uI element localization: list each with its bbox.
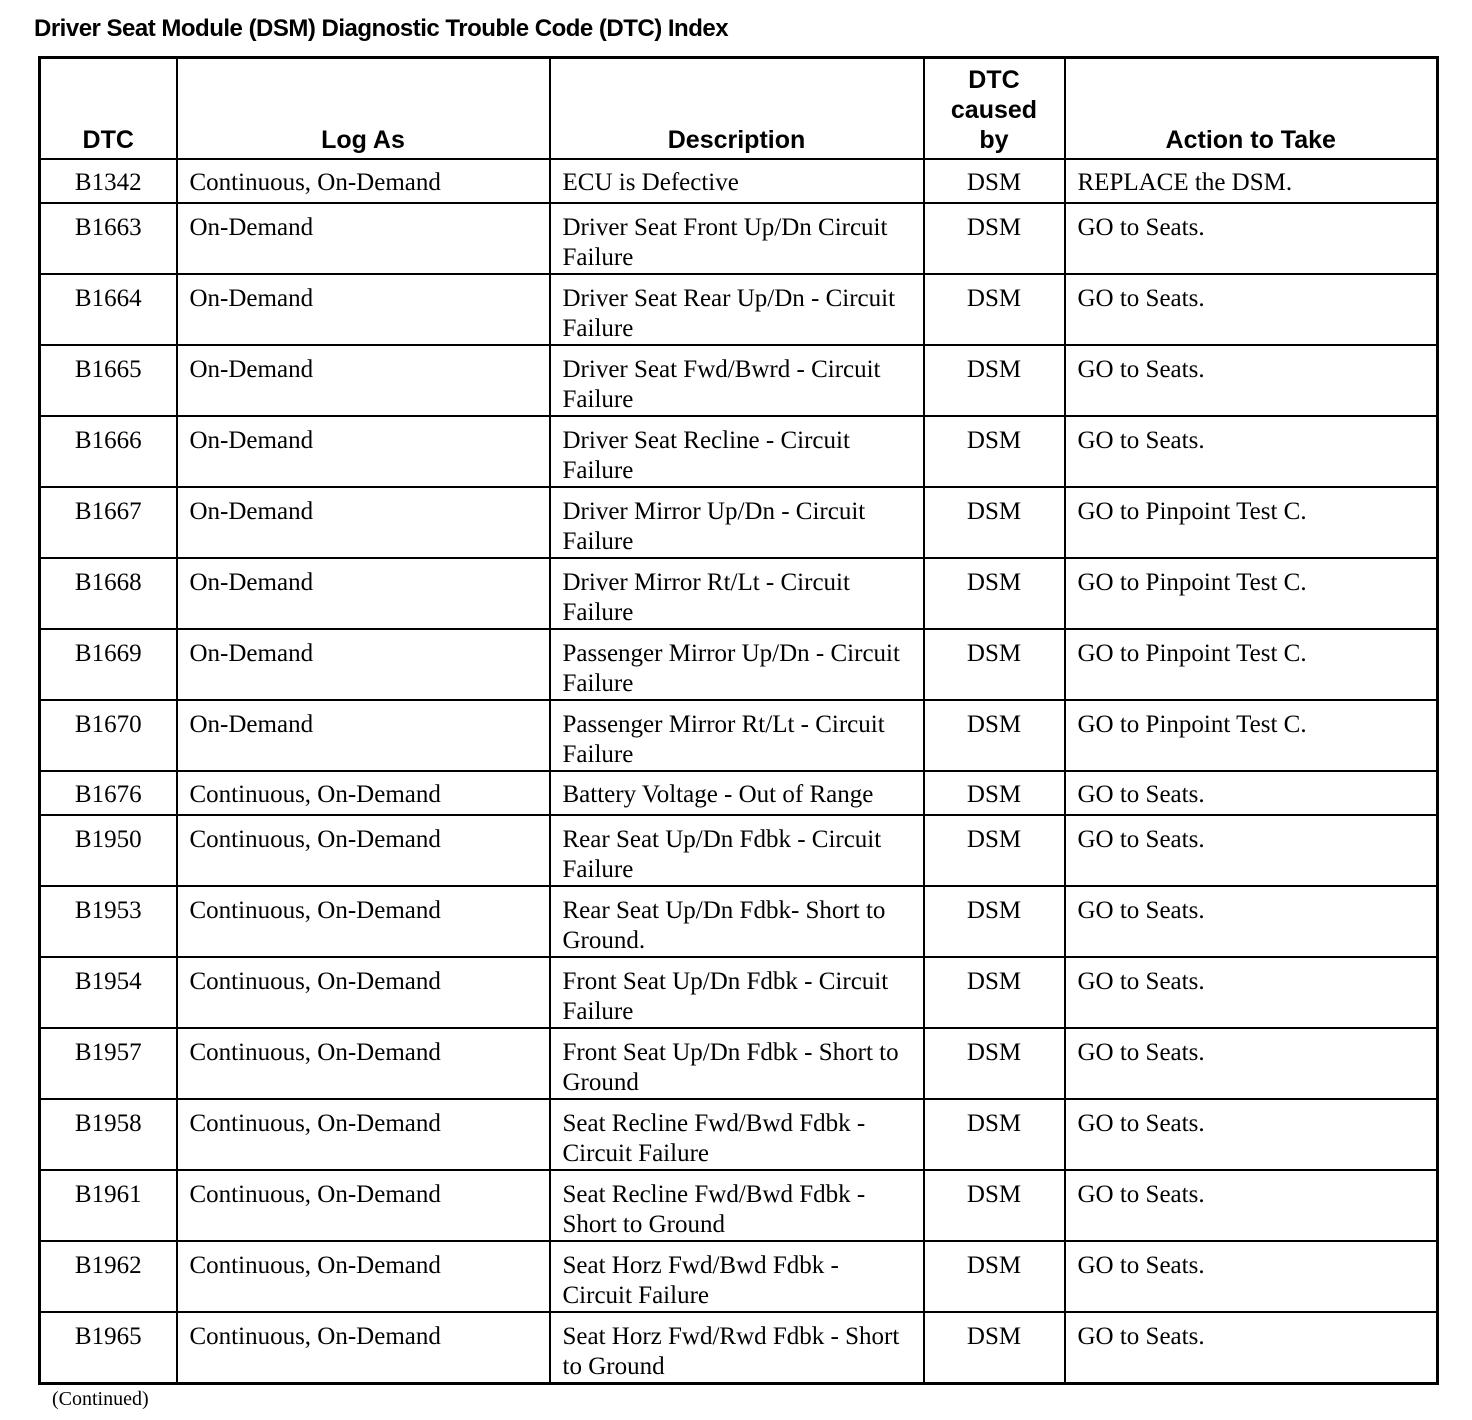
description: Driver Mirror Rt/Lt - Circuit Failure xyxy=(550,558,924,629)
log-as: Continuous, On-Demand xyxy=(177,771,550,815)
dtc-code: B1962 xyxy=(40,1241,177,1312)
action-to-take: GO to Pinpoint Test C. xyxy=(1065,487,1438,558)
log-as: Continuous, On-Demand xyxy=(177,1170,550,1241)
action-to-take: REPLACE the DSM. xyxy=(1065,159,1438,203)
log-as: Continuous, On-Demand xyxy=(177,159,550,203)
dtc-code: B1670 xyxy=(40,700,177,771)
caused-by: DSM xyxy=(924,886,1065,957)
dtc-code: B1666 xyxy=(40,416,177,487)
description: Front Seat Up/Dn Fdbk - Circuit Failure xyxy=(550,957,924,1028)
dtc-code: B1961 xyxy=(40,1170,177,1241)
table-row xyxy=(40,203,1438,274)
caused-by: DSM xyxy=(924,629,1065,700)
action-to-take: GO to Seats. xyxy=(1065,274,1438,345)
table-row xyxy=(40,886,1438,957)
caused-by: DSM xyxy=(924,957,1065,1028)
table-row xyxy=(40,1312,1438,1384)
caused-by: DSM xyxy=(924,487,1065,558)
description: Battery Voltage - Out of Range xyxy=(550,771,924,815)
column-header-log-as: Log As xyxy=(177,58,550,160)
dtc-code: B1668 xyxy=(40,558,177,629)
table-row xyxy=(40,558,1438,629)
caused-by: DSM xyxy=(924,1312,1065,1384)
caused-by: DSM xyxy=(924,771,1065,815)
action-to-take: GO to Pinpoint Test C. xyxy=(1065,700,1438,771)
dtc-code: B1950 xyxy=(40,815,177,886)
dtc-code: B1954 xyxy=(40,957,177,1028)
action-to-take: GO to Seats. xyxy=(1065,1241,1438,1312)
dtc-code: B1669 xyxy=(40,629,177,700)
description: Driver Mirror Up/Dn - Circuit Failure xyxy=(550,487,924,558)
table-row xyxy=(40,487,1438,558)
action-to-take: GO to Seats. xyxy=(1065,771,1438,815)
column-header-caused-by: DTC caused by xyxy=(924,58,1065,160)
description: Driver Seat Rear Up/Dn - Circuit Failure xyxy=(550,274,924,345)
dtc-code: B1676 xyxy=(40,771,177,815)
dtc-code: B1965 xyxy=(40,1312,177,1384)
action-to-take: GO to Seats. xyxy=(1065,203,1438,274)
action-to-take: GO to Seats. xyxy=(1065,1099,1438,1170)
caused-by: DSM xyxy=(924,345,1065,416)
description: Passenger Mirror Rt/Lt - Circuit Failure xyxy=(550,700,924,771)
table-row xyxy=(40,700,1438,771)
table-row xyxy=(40,1099,1438,1170)
table-row xyxy=(40,274,1438,345)
log-as: Continuous, On-Demand xyxy=(177,815,550,886)
log-as: Continuous, On-Demand xyxy=(177,1241,550,1312)
dtc-code: B1664 xyxy=(40,274,177,345)
action-to-take: GO to Seats. xyxy=(1065,1170,1438,1241)
continued-note: (Continued) xyxy=(52,1388,149,1410)
log-as: On-Demand xyxy=(177,203,550,274)
caused-by: DSM xyxy=(924,203,1065,274)
action-to-take: GO to Seats. xyxy=(1065,957,1438,1028)
description: Front Seat Up/Dn Fdbk - Short to Ground xyxy=(550,1028,924,1099)
column-header-description: Description xyxy=(550,58,924,160)
description: Seat Horz Fwd/Rwd Fdbk - Short to Ground xyxy=(550,1312,924,1384)
action-to-take: GO to Seats. xyxy=(1065,815,1438,886)
dtc-code: B1958 xyxy=(40,1099,177,1170)
dtc-index-table xyxy=(38,56,1439,1385)
log-as: On-Demand xyxy=(177,416,550,487)
table-header-row xyxy=(40,58,1438,160)
table-row xyxy=(40,416,1438,487)
description: Seat Horz Fwd/Bwd Fdbk - Circuit Failure xyxy=(550,1241,924,1312)
action-to-take: GO to Seats. xyxy=(1065,345,1438,416)
dtc-code: B1957 xyxy=(40,1028,177,1099)
dtc-code: B1665 xyxy=(40,345,177,416)
log-as: On-Demand xyxy=(177,345,550,416)
action-to-take: GO to Seats. xyxy=(1065,416,1438,487)
dtc-code: B1667 xyxy=(40,487,177,558)
description: Seat Recline Fwd/Bwd Fdbk -Circuit Failure xyxy=(550,1099,924,1170)
caused-by: DSM xyxy=(924,1170,1065,1241)
description: Seat Recline Fwd/Bwd Fdbk - Short to Ground xyxy=(550,1170,924,1241)
caused-by: DSM xyxy=(924,159,1065,203)
table-row xyxy=(40,629,1438,700)
caused-by: DSM xyxy=(924,700,1065,771)
log-as: On-Demand xyxy=(177,487,550,558)
action-to-take: GO to Seats. xyxy=(1065,1028,1438,1099)
table-row xyxy=(40,1241,1438,1312)
description: ECU is Defective xyxy=(550,159,924,203)
caused-by: DSM xyxy=(924,815,1065,886)
caused-by: DSM xyxy=(924,1099,1065,1170)
description: Passenger Mirror Up/Dn - Circuit Failure xyxy=(550,629,924,700)
table-row xyxy=(40,1028,1438,1099)
log-as: On-Demand xyxy=(177,558,550,629)
caused-by: DSM xyxy=(924,558,1065,629)
caused-by: DSM xyxy=(924,1028,1065,1099)
log-as: On-Demand xyxy=(177,274,550,345)
log-as: Continuous, On-Demand xyxy=(177,1312,550,1384)
log-as: On-Demand xyxy=(177,700,550,771)
description: Rear Seat Up/Dn Fdbk- Short to Ground. xyxy=(550,886,924,957)
dtc-code: B1663 xyxy=(40,203,177,274)
caused-by: DSM xyxy=(924,1241,1065,1312)
log-as: Continuous, On-Demand xyxy=(177,886,550,957)
action-to-take: GO to Pinpoint Test C. xyxy=(1065,558,1438,629)
description: Rear Seat Up/Dn Fdbk - Circuit Failure xyxy=(550,815,924,886)
action-to-take: GO to Seats. xyxy=(1065,1312,1438,1384)
table-row xyxy=(40,1170,1438,1241)
action-to-take: GO to Pinpoint Test C. xyxy=(1065,629,1438,700)
page-title: Driver Seat Module (DSM) Diagnostic Trouble Code (DTC) Index xyxy=(34,15,729,42)
table-row xyxy=(40,815,1438,886)
table-row xyxy=(40,345,1438,416)
dtc-code: B1953 xyxy=(40,886,177,957)
dtc-code: B1342 xyxy=(40,159,177,203)
caused-by: DSM xyxy=(924,274,1065,345)
column-header-dtc: DTC xyxy=(40,58,177,160)
action-to-take: GO to Seats. xyxy=(1065,886,1438,957)
table-row xyxy=(40,771,1438,815)
table-row xyxy=(40,159,1438,203)
description: Driver Seat Front Up/Dn Circuit Failure xyxy=(550,203,924,274)
column-header-action: Action to Take xyxy=(1065,58,1438,160)
log-as: On-Demand xyxy=(177,629,550,700)
log-as: Continuous, On-Demand xyxy=(177,1099,550,1170)
caused-by: DSM xyxy=(924,416,1065,487)
log-as: Continuous, On-Demand xyxy=(177,1028,550,1099)
description: Driver Seat Recline - Circuit Failure xyxy=(550,416,924,487)
log-as: Continuous, On-Demand xyxy=(177,957,550,1028)
description: Driver Seat Fwd/Bwrd - Circuit Failure xyxy=(550,345,924,416)
table-row xyxy=(40,957,1438,1028)
